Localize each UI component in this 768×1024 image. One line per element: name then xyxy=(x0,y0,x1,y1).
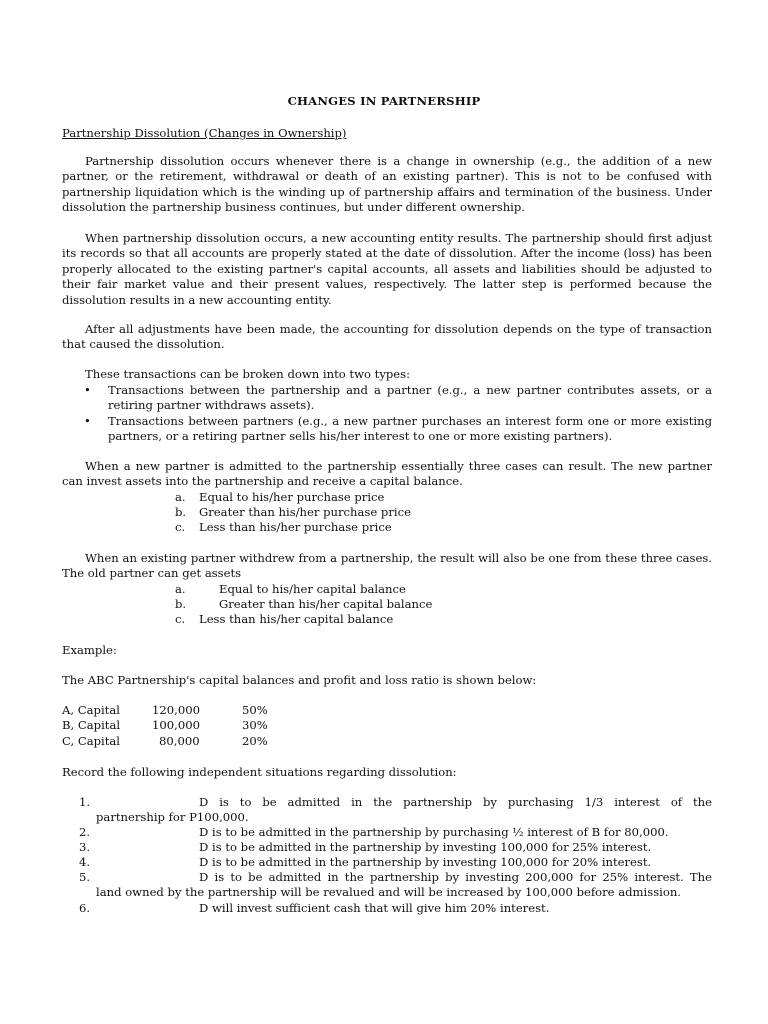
situation-item xyxy=(62,901,712,916)
situation-text: D is to be admitted in the partnership by investing 200,000 for 25% interest. The xyxy=(199,870,712,884)
situation-item xyxy=(62,855,712,870)
bullet-item xyxy=(62,383,712,414)
paragraph-dissolution-definition: Partnership dissolution occurs whenever there is a change in ownership (e.g., the addition of a new partner, or the retirement, withdrawal or death of an existing partner). This is not to be confused with partnership liquidation which is the winding up of partnership affairs and termination of the business. Under dissolution the partnership business continues, but under different ownership. xyxy=(62,154,712,215)
section-heading: Partnership Dissolution (Changes in Ownership) xyxy=(62,126,347,140)
situation-text: D is to be admitted in the partnership by investing 100,000 for 25% interest. xyxy=(199,840,652,854)
case-text: Less than his/her purchase price xyxy=(199,520,392,534)
bullet-text: Transactions between partners (e.g., a new partner purchases an interest form one or more existing partners, or a retiring partner sells his/her interest to one or more existing partners). xyxy=(108,414,712,444)
partner-name: B, Capital xyxy=(62,718,121,732)
capital-row xyxy=(0,718,768,733)
withdrawal-case xyxy=(0,582,768,597)
capital-amount: 100,000 xyxy=(152,718,200,732)
situation-text-continued: land owned by the partnership will be revalued and will be increased by 100,000 before admission. xyxy=(96,885,681,900)
situation-item xyxy=(62,795,712,826)
paragraph-transaction-types: These transactions can be broken down into two types: xyxy=(85,367,411,381)
bullet-marker: • xyxy=(84,383,91,397)
case-marker: c. xyxy=(175,612,186,626)
situation-text: D will invest sufficient cash that will give him 20% interest. xyxy=(199,901,550,915)
pl-ratio: 30% xyxy=(242,718,268,732)
case-marker: b. xyxy=(175,597,187,611)
case-marker: b. xyxy=(175,505,187,519)
situation-number: 1. xyxy=(78,795,90,809)
situation-number: 6. xyxy=(78,901,90,915)
case-marker: a. xyxy=(175,490,186,504)
situation-text: D is to be admitted in the partnership by purchasing ½ interest of B for 80,000. xyxy=(199,825,669,839)
page-title: CHANGES IN PARTNERSHIP xyxy=(287,94,481,108)
bullet-text: Transactions between the partnership and a partner (e.g., a new partner contributes assets, or a retiring partner withdraws assets). xyxy=(108,383,712,413)
case-text: Less than his/her capital balance xyxy=(199,612,394,626)
withdrawal-case xyxy=(0,612,768,627)
situation-number: 3. xyxy=(78,840,90,854)
situation-item xyxy=(62,870,712,901)
situation-number: 5. xyxy=(78,870,90,884)
case-marker: a. xyxy=(175,582,186,596)
withdrawal-case xyxy=(0,597,768,612)
paragraph-new-partner: When a new partner is admitted to the partnership essentially three cases can result. The new partner can invest assets into the partnership and receive a capital balance. xyxy=(62,459,712,489)
admission-case xyxy=(0,520,768,535)
paragraph-adjustments: After all adjustments have been made, the accounting for dissolution depends on the type of transaction that caused the dissolution. xyxy=(62,322,712,352)
situation-item xyxy=(62,825,712,840)
bullet-item xyxy=(62,414,712,445)
partner-name: C, Capital xyxy=(62,734,121,748)
abc-intro: The ABC Partnership's capital balances and profit and loss ratio is shown below: xyxy=(62,673,537,687)
partner-name: A, Capital xyxy=(62,703,120,717)
situation-text-continued: partnership for P100,000. xyxy=(96,810,249,825)
example-label: Example: xyxy=(62,643,117,657)
case-text: Greater than his/her capital balance xyxy=(219,597,433,611)
situation-text: D is to be admitted in the partnership by purchasing 1/3 interest of the xyxy=(199,795,712,809)
pl-ratio: 50% xyxy=(242,703,268,717)
capital-row xyxy=(0,703,768,718)
situation-number: 2. xyxy=(78,825,90,839)
bullet-marker: • xyxy=(84,414,91,428)
pl-ratio: 20% xyxy=(242,734,268,748)
record-intro: Record the following independent situations regarding dissolution: xyxy=(62,765,457,779)
case-text: Equal to his/her purchase price xyxy=(199,490,385,504)
capital-row xyxy=(0,734,768,749)
admission-case xyxy=(0,490,768,505)
paragraph-new-entity: When partnership dissolution occurs, a new accounting entity results. The partnership should first adjust its records so that all accounts are properly stated at the date of dissolution. After the income (loss) has been properly allocated to the existing partner's capital accounts, all assets and liabilities should be adjusted to their fair market value and their present values, respectively. The latter step is performed because the dissolution results in a new accounting entity. xyxy=(62,231,712,307)
capital-amount: 80,000 xyxy=(159,734,200,748)
case-marker: c. xyxy=(175,520,186,534)
capital-amount: 120,000 xyxy=(152,703,200,717)
situation-item xyxy=(62,840,712,855)
admission-case xyxy=(0,505,768,520)
paragraph-withdrawal: When an existing partner withdrew from a partnership, the result will also be one from these three cases. The old partner can get assets xyxy=(62,551,712,581)
case-text: Greater than his/her purchase price xyxy=(199,505,411,519)
case-text: Equal to his/her capital balance xyxy=(219,582,406,596)
situation-text: D is to be admitted in the partnership by investing 100,000 for 20% interest. xyxy=(199,855,652,869)
situation-number: 4. xyxy=(78,855,90,869)
